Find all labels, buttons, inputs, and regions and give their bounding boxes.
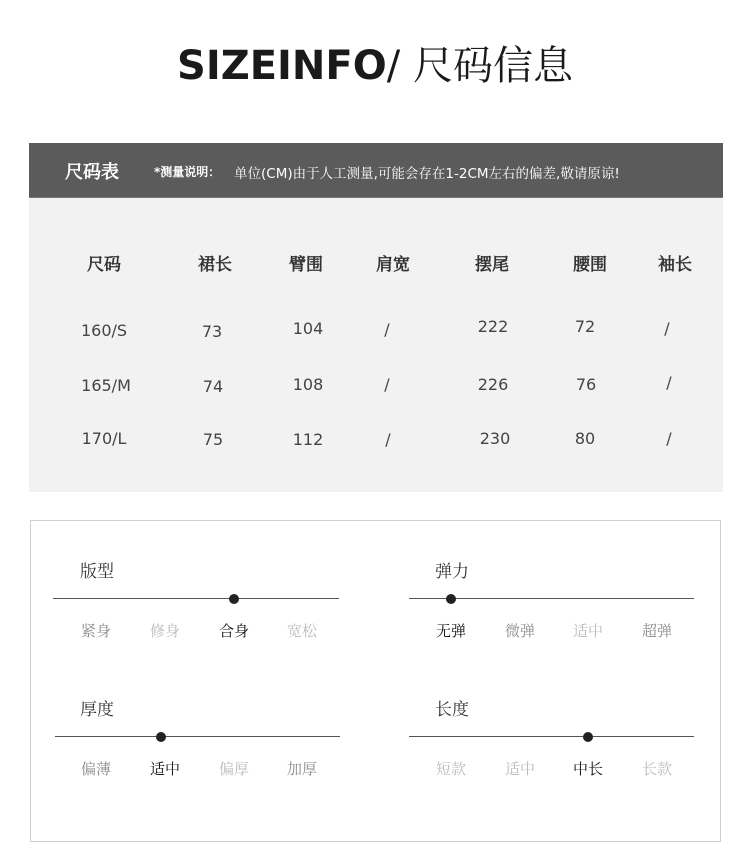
thickness-option: 加厚 <box>286 760 318 778</box>
table-cell: 170/L <box>81 429 127 448</box>
table-cell: 230 <box>479 429 511 448</box>
thickness-option: 偏薄 <box>80 760 112 778</box>
length-option: 短款 <box>435 760 467 778</box>
fit-scale-track <box>53 598 339 599</box>
title-separator: / <box>386 43 413 89</box>
table-cell: 108 <box>292 375 324 394</box>
page-title <box>0 34 750 91</box>
length-scale-track <box>409 736 694 737</box>
title-english: SIZEINFO <box>177 43 387 89</box>
attribute-title-length: 长度 <box>435 700 469 720</box>
length-scale-marker <box>583 732 593 742</box>
column-header-hem: 摆尾 <box>475 255 509 275</box>
thickness-scale-track <box>55 736 340 737</box>
fit-option-selected: 合身 <box>218 622 250 640</box>
column-header-sleeve-length: 袖长 <box>658 255 692 275</box>
table-cell: 104 <box>292 319 324 338</box>
column-header-dress-length: 裙长 <box>198 255 232 275</box>
table-cell: 112 <box>292 430 324 449</box>
thickness-option: 偏厚 <box>218 760 250 778</box>
elasticity-option: 微弹 <box>504 622 536 640</box>
measurement-note-text: 单位(CM)由于人工测量,可能会存在1-2CM左右的偏差,敬请原谅! <box>234 166 620 182</box>
table-cell: / <box>384 375 390 394</box>
elasticity-option: 超弹 <box>641 622 673 640</box>
table-cell: 226 <box>477 375 509 394</box>
attribute-title-fit: 版型 <box>80 562 114 582</box>
table-cell: / <box>385 430 391 449</box>
fit-option: 紧身 <box>80 622 112 640</box>
attribute-title-thickness: 厚度 <box>80 700 114 720</box>
elasticity-option-selected: 无弹 <box>435 622 467 640</box>
table-cell: 222 <box>477 317 509 336</box>
table-cell: 72 <box>574 317 596 336</box>
elasticity-option: 适中 <box>572 622 604 640</box>
column-header-size: 尺码 <box>87 255 121 275</box>
product-attributes-panel <box>30 520 721 842</box>
table-cell: / <box>666 373 672 392</box>
table-cell: / <box>664 319 670 338</box>
thickness-scale-marker <box>156 732 166 742</box>
column-header-shoulder-width: 肩宽 <box>376 255 410 275</box>
column-header-arm-circumference: 臂围 <box>289 255 323 275</box>
table-cell: 165/M <box>81 376 131 395</box>
size-table-title: 尺码表 <box>65 162 119 183</box>
length-option: 长款 <box>641 760 673 778</box>
fit-option: 宽松 <box>286 622 318 640</box>
fit-scale-marker <box>229 594 239 604</box>
table-cell: 160/S <box>80 321 128 340</box>
length-option: 适中 <box>504 760 536 778</box>
table-cell: 73 <box>201 322 223 341</box>
measurement-note-label: *测量说明： <box>154 165 221 179</box>
table-cell: / <box>384 320 390 339</box>
table-cell: 80 <box>574 429 596 448</box>
table-cell: 74 <box>202 377 224 396</box>
attribute-title-elasticity: 弹力 <box>435 562 469 582</box>
elasticity-scale-marker <box>446 594 456 604</box>
table-cell: 75 <box>202 430 224 449</box>
length-option-selected: 中长 <box>572 760 604 778</box>
table-cell: 76 <box>575 375 597 394</box>
thickness-option-selected: 适中 <box>149 760 181 778</box>
fit-option: 修身 <box>149 622 181 640</box>
size-table <box>29 198 723 492</box>
size-table-header <box>29 143 723 198</box>
title-chinese: 尺码信息 <box>412 43 573 89</box>
column-header-waist: 腰围 <box>573 255 607 275</box>
table-cell: / <box>666 429 672 448</box>
